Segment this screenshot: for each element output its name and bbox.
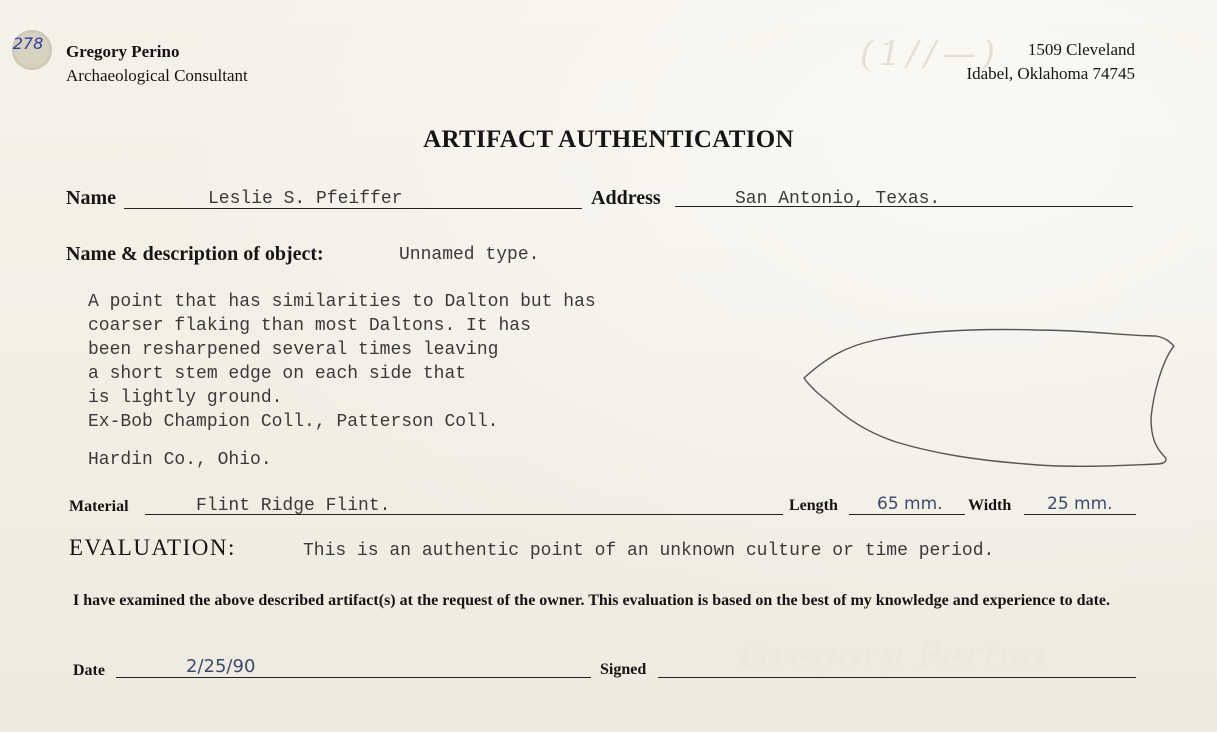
name-label: Name — [66, 187, 116, 209]
signed-label: Signed — [600, 661, 647, 678]
material-label: Material — [69, 498, 129, 515]
owner-name: Leslie S. Pfeiffer — [208, 189, 403, 209]
find-location: Hardin Co., Ohio. — [88, 450, 272, 470]
address-label: Address — [591, 187, 661, 209]
date-label: Date — [73, 662, 105, 679]
length-label: Length — [789, 497, 838, 514]
signed-underline — [658, 677, 1136, 678]
length-underline — [849, 514, 965, 515]
width-value: 25 mm. — [1047, 494, 1113, 514]
object-name: Unnamed type. — [399, 245, 540, 265]
evaluation-text: This is an authentic point of an unknown culture or time period. — [303, 541, 995, 561]
collection-number: 278 — [12, 34, 44, 53]
width-label: Width — [968, 497, 1012, 514]
examination-statement: I have examined the above described artifact(s) at the request of the owner. This evaluation is based on the best of my knowledge and experience to date. — [73, 592, 1110, 609]
owner-address: San Antonio, Texas. — [735, 189, 941, 209]
width-underline — [1024, 514, 1136, 515]
consultant-title: Archaeological Consultant — [66, 66, 248, 85]
consultant-block — [66, 40, 248, 88]
artifact-outline-drawing — [796, 318, 1180, 474]
evaluation-label: EVALUATION: — [69, 535, 236, 560]
material-value: Flint Ridge Flint. — [196, 496, 391, 516]
length-value: 65 mm. — [877, 494, 943, 514]
object-label: Name & description of object: — [66, 243, 324, 265]
faded-signature: Gregory Perino — [740, 636, 1047, 677]
consultant-address — [966, 38, 1135, 86]
address-line-1: 1509 Cleveland — [1027, 40, 1135, 59]
faded-pencil-mark: (1//—) — [860, 34, 1002, 74]
document-title: ARTIFACT AUTHENTICATION — [423, 126, 794, 153]
object-description: A point that has similarities to Dalton but has coarser flaking than most Daltons. It has been resharpened several times leaving a short stem edge on each side that is lightly ground. Ex-Bob Champion Coll., Patterson Coll. — [88, 292, 596, 432]
address-line-2: Idabel, Oklahoma 74745 — [966, 64, 1135, 83]
consultant-name: Gregory Perino — [66, 42, 180, 61]
date-underline — [116, 677, 591, 678]
date-value: 2/25/90 — [186, 656, 256, 677]
